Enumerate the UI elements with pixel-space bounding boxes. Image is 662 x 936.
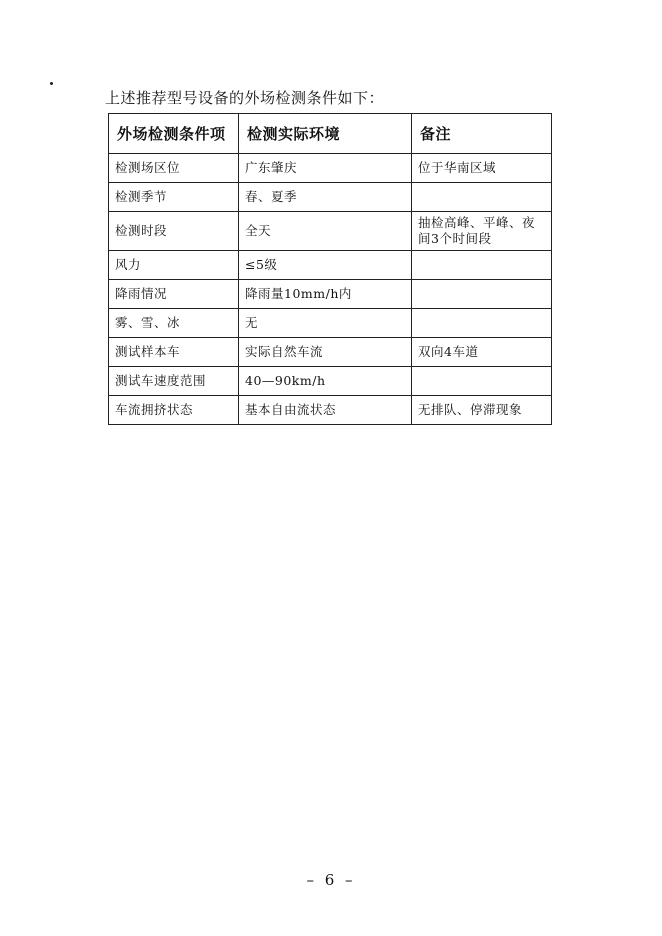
table-row [109, 309, 552, 338]
header-remarks: 备注 [412, 114, 552, 154]
table-cell: 车流拥挤状态 [109, 396, 239, 425]
table-row [109, 183, 552, 212]
table-cell: 春、夏季 [239, 183, 412, 212]
header-actual-environment: 检测实际环境 [239, 114, 412, 154]
table-cell: 实际自然车流 [239, 338, 412, 367]
table-row [109, 280, 552, 309]
table-row [109, 212, 552, 251]
table-cell: 位于华南区域 [412, 154, 552, 183]
header-condition-item: 外场检测条件项 [109, 114, 239, 154]
table-cell [412, 309, 552, 338]
table-cell: 全天 [239, 212, 412, 251]
table-cell: 检测季节 [109, 183, 239, 212]
table-cell: 测试车速度范围 [109, 367, 239, 396]
bullet-dot [50, 82, 53, 85]
table-cell: 降雨量10mm/h内 [239, 280, 412, 309]
table-cell: 测试样本车 [109, 338, 239, 367]
table-row [109, 251, 552, 280]
intro-text: 上述推荐型号设备的外场检测条件如下： [105, 89, 385, 107]
table-cell: 检测时段 [109, 212, 239, 251]
conditions-table [108, 113, 552, 425]
table-row [109, 367, 552, 396]
table-cell: 广东肇庆 [239, 154, 412, 183]
table-row [109, 154, 552, 183]
table-cell [412, 280, 552, 309]
table-row [109, 396, 552, 425]
table-row [109, 338, 552, 367]
table-cell: 40—90km/h [239, 367, 412, 396]
table-cell: 雾、雪、冰 [109, 309, 239, 338]
page-number: – 6 – [306, 871, 356, 889]
table-cell [412, 367, 552, 396]
table-cell [412, 251, 552, 280]
table-cell: 降雨情况 [109, 280, 239, 309]
table-header-row [109, 114, 552, 154]
table-cell: 风力 [109, 251, 239, 280]
table-cell: 抽检高峰、平峰、夜间3个时间段 [412, 212, 552, 251]
table-cell: 检测场区位 [109, 154, 239, 183]
table-cell: 无排队、停滞现象 [412, 396, 552, 425]
table-cell: 无 [239, 309, 412, 338]
table-cell: ≤5级 [239, 251, 412, 280]
table-cell [412, 183, 552, 212]
table-cell: 双向4车道 [412, 338, 552, 367]
table-cell: 基本自由流状态 [239, 396, 412, 425]
